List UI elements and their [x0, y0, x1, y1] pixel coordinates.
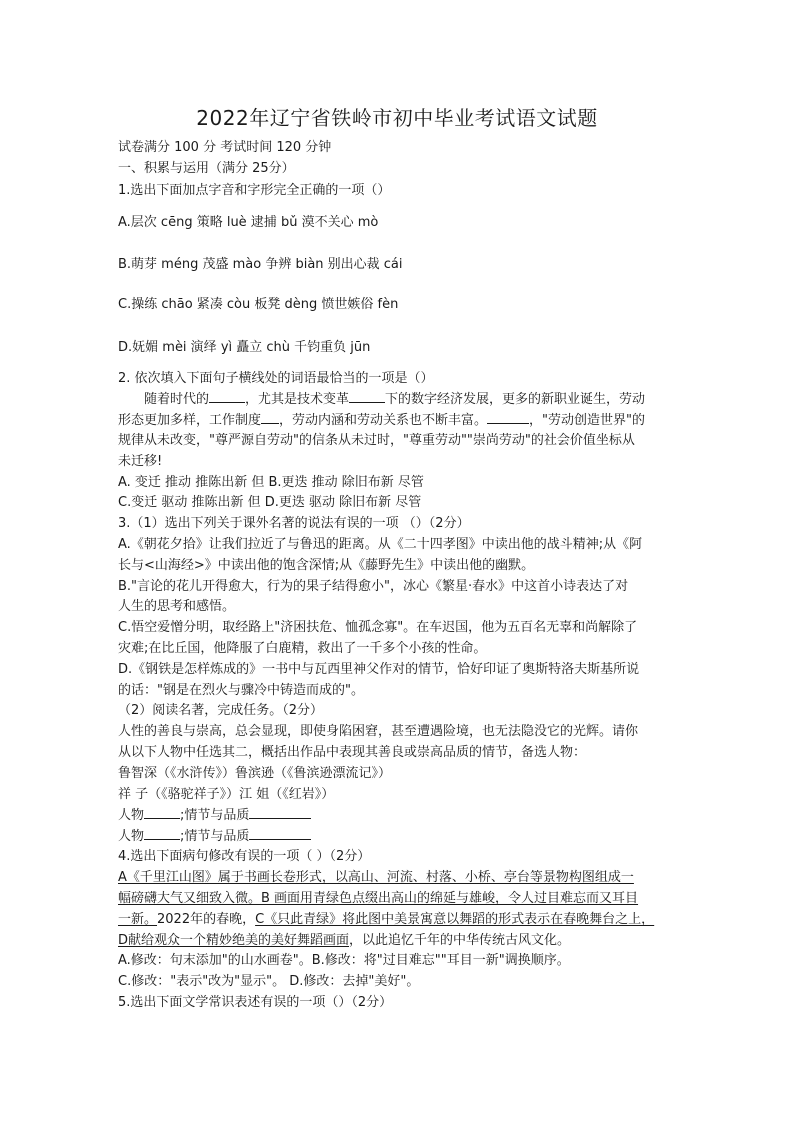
q4-passage-underlined: A《千里江山图》属于书画长卷形式，以高山、河流、村落、小桥、亭台等景物构图组成一 — [118, 870, 634, 885]
q2-passage-line — [118, 411, 678, 430]
q3-option-b: B."言论的花儿开得愈大，行为的果子结得愈小"，冰心《繁星·春水》中这首小诗表达了对 — [118, 579, 629, 594]
q3-sub-stem: （2）阅读名著，完成任务。（2分） — [118, 703, 324, 718]
q3-option-c-cont: 灾难;在比丘国，他降服了白鹿精，救出了一千多个小孩的性命。 — [118, 641, 487, 656]
section-heading: 一、积累与运用（满分 25分） — [118, 161, 295, 176]
q2-text: 随着时代的 — [144, 392, 210, 407]
q3-task-text: 人性的善良与崇高，总会显现，即使身陷困窘，甚至遭遇险境，也无法隐没它的光辉。请你 — [118, 724, 639, 739]
person-label: 人物 — [118, 829, 145, 844]
q1-option-a: A.层次 cēng 策略 luè 逮捕 bǔ 漠不关心 mò — [118, 215, 379, 230]
fill-blank — [261, 411, 279, 424]
q3-option-c: C.悟空爱憎分明，取经路上"济困扶危、恤孤念寡"。在车迟国，他为五百名无辜和尚解除了 — [118, 620, 638, 635]
q2-text: ，"劳动创造世界"的 — [529, 413, 645, 428]
q3-candidates: 鲁智深（《水浒传》）鲁滨逊（《鲁滨逊漂流记》） — [118, 766, 392, 781]
q3-stem: 3.（1）选出下列关于课外名著的说法有误的一项 （）（2分） — [118, 516, 470, 531]
person-label: 人物 — [118, 808, 145, 823]
q1-option-d: D.妩媚 mèi 演绎 yì 矗立 chù 千钧重负 jūn — [118, 340, 371, 355]
q3-option-b-cont: 人生的思考和感悟。 — [118, 599, 236, 614]
person-blank — [144, 806, 180, 819]
q2-passage-line: 未迁移! — [118, 454, 163, 469]
q4-stem: 4.选出下面病句修改有误的一项（ ）（2分） — [118, 849, 371, 864]
plot-label: ;情节与品质 — [180, 829, 250, 844]
plot-blank — [249, 806, 311, 819]
q3-candidates: 祥 子（《骆驼祥子》）江 姐（《红岩》） — [118, 787, 335, 802]
q4-underlined-text: D献给观众一个精妙绝美的美好舞蹈画面 — [118, 933, 350, 948]
q1-option-b: B.萌芽 méng 茂盛 mào 争辨 biàn 别出心裁 cái — [118, 257, 403, 272]
q2-text: ，劳动内涵和劳动关系也不断丰富。 — [279, 413, 488, 428]
fill-blank — [487, 411, 529, 424]
q2-passage-line — [118, 390, 678, 409]
q4-underlined-text: 一新。 — [118, 912, 158, 927]
q2-text: 形态更加多样，工作制度 — [118, 413, 262, 428]
q4-passage-line — [118, 911, 678, 929]
q3-answer-line — [118, 806, 678, 825]
q2-options-cd: C.变迁 驱动 推陈出新 但 D.更迭 驱动 除旧布新 尽管 — [118, 495, 422, 510]
q2-text: ，尤其是技术变革 — [245, 392, 350, 407]
q2-text: 下的数字经济发展，更多的新职业诞生，劳动 — [385, 392, 646, 407]
q4-passage-line — [118, 932, 678, 950]
q1-option-c: C.操练 chāo 紧凑 còu 板凳 dèng 愤世嫉俗 fèn — [118, 297, 399, 312]
q4-underlined-text: C《只此青绿》将此图中美景寓意以舞蹈的形式表示在春晚舞台之上， — [255, 912, 655, 927]
exam-info: 试卷满分 100 分 考试时间 120 分钟 — [118, 140, 332, 155]
person-blank — [144, 827, 180, 840]
fill-blank — [209, 390, 245, 403]
plot-label: ;情节与品质 — [180, 808, 250, 823]
fill-blank — [349, 390, 385, 403]
q4-passage-underlined: 幅磅礴大气又细致入微。B 画面用青绿色点缀出高山的绵延与雄峻，令人过目难忘而又耳目 — [118, 891, 639, 906]
q4-text: 2022年的春晚， — [157, 912, 256, 927]
q3-option-d-cont: 的话："钢是在烈火与骤冷中铸造而成的"。 — [118, 683, 364, 698]
q3-answer-line — [118, 827, 678, 846]
plot-blank — [249, 827, 311, 840]
q3-option-a: A.《朝花夕拾》让我们拉近了与鲁迅的距离。从《二十四孝图》中读出他的战斗精神;从《阿 — [118, 537, 643, 552]
q2-stem: 2. 依次填入下面句子横线处的词语最恰当的一项是（） — [118, 371, 434, 386]
q1-stem: 1.选出下面加点字音和字形完全正确的一项（） — [118, 183, 391, 198]
page-title: 2022年辽宁省铁岭市初中毕业考试语文试题 — [196, 106, 598, 130]
q4-options-ab: A.修改：句末添加"的山水画卷"。B.修改：将"过目难忘""耳目一新"调换顺序。 — [118, 953, 570, 968]
q3-task-text: 从以下人物中任选其二，概括出作品中表现其善良或崇高品质的情节，备选人物： — [118, 745, 587, 760]
q5-stem: 5.选出下面文学常识表述有误的一项（）（2分） — [118, 995, 393, 1010]
q2-options-ab: A. 变迁 推动 推陈出新 但 B.更迭 推动 除旧布新 尽管 — [118, 475, 424, 490]
q4-options-cd: C.修改："表示"改为"显示"。 D.修改：去掉"美好"。 — [118, 974, 420, 989]
q3-option-a-cont: 长与<山海经>》中读出他的饱含深情;从《藤野先生》中读出他的幽默。 — [118, 558, 535, 573]
q2-passage-line: 规律从未改变，"尊严源自劳动"的信条从未过时，"尊重劳动""崇尚劳动"的社会价值坐标从 — [118, 433, 635, 448]
q4-text: ，以此追忆千年的中华传统古风文化。 — [349, 933, 571, 948]
q3-option-d: D.《钢铁是怎样炼成的》一书中与瓦西里神父作对的情节，恰好印证了奥斯特洛夫斯基所说 — [118, 662, 640, 677]
